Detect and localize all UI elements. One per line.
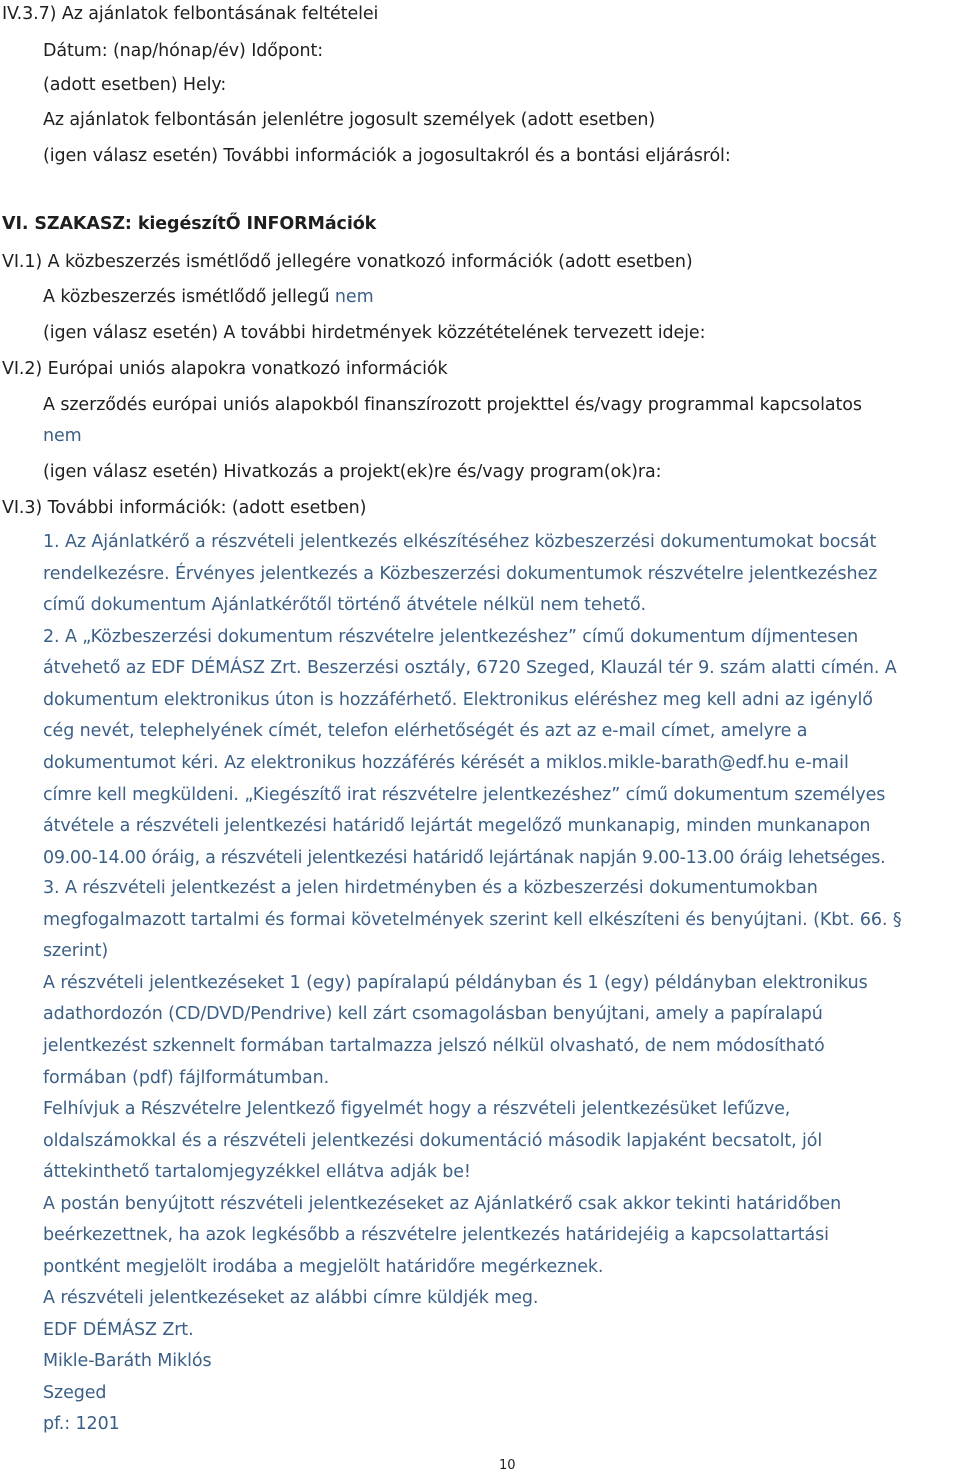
vi3-line: megfogalmazott tartalmi és formai követelmények szerint kell elkészíteni és benyújtani. (Kbt. 66. § [43,910,902,930]
vi3-line: dokumentum elektronikus úton is hozzáférhető. Elektronikus eléréshez meg kell adni az igénylő [43,690,873,710]
recurring-procurement-line [43,286,374,308]
vi3-line: formában (pdf) fájlformátumban. [43,1068,330,1088]
recurring-value: nem [334,287,374,307]
recurring-label: A közbeszerzés ismétlődő jellegű [43,287,335,307]
iv-3-7-heading: IV.3.7) Az ajánlatok felbontásának feltételei [2,4,379,24]
vi3-line: A postán benyújtott részvételi jelentkezéseket az Ajánlatkérő csak akkor tekinti határidőben [43,1194,842,1214]
vi3-line: cég nevét, telephelyének címét, telefon elérhetőségét és azt az e-mail címet, amelyre a [43,721,808,741]
vi3-line: Mikle-Baráth Miklós [43,1351,212,1371]
vi3-line: című dokumentum Ajánlatkérőtől történő átvétele nélkül nem tehető. [43,595,647,615]
vi3-line: adathordozón (CD/DVD/Pendrive) kell zárt csomagolásban benyújtani, amely a papíralapú [43,1004,823,1024]
section-vi-title: VI. SZAKASZ: kiegészítŐ INFORMációk [2,214,377,234]
vi3-line: 3. A részvételi jelentkezést a jelen hirdetményben és a közbeszerzési dokumentumokban [43,878,818,898]
vi3-line: EDF DÉMÁSZ Zrt. [43,1320,194,1340]
vi3-line: Szeged [43,1383,107,1403]
opening-date-time: Dátum: (nap/hónap/év) Időpont: [43,41,324,61]
vi3-line: 2. A „Közbeszerzési dokumentum részvételre jelentkezéshez” című dokumentum díjmentesen [43,627,859,647]
opening-further-info: (igen válasz esetén) További információk a jogosultakról és a bontási eljárásról: [43,146,731,166]
vi3-line: Felhívjuk a Részvételre Jelentkező figyelmét hogy a részvételi jelentkezésüket lefűzve, [43,1099,791,1119]
project-reference: (igen válasz esetén) Hivatkozás a projekt(ek)re és/vagy program(ok)ra: [43,462,662,482]
vi3-line: átvétele a részvételi jelentkezési határidő lejártát megelőző munkanapig, minden munkanapon [43,816,871,836]
eu-funds-value: nem [43,426,82,446]
vi3-line: oldalszámokkal és a részvételi jelentkezési dokumentáció második lapjaként becsatolt, jól [43,1131,823,1151]
vi3-line: átvehető az EDF DÉMÁSZ Zrt. Beszerzési osztály, 6720 Szeged, Klauzál tér 9. szám alatti címén. A [43,658,897,678]
vi3-line: szerint) [43,941,109,961]
vi2-heading: VI.2) Európai uniós alapokra vonatkozó információk [2,359,448,379]
vi3-line: A részvételi jelentkezéseket az alábbi címre küldjék meg. [43,1288,539,1308]
opening-persons: Az ajánlatok felbontásán jelenlétre jogosult személyek (adott esetben) [43,110,656,130]
vi3-line: 1. Az Ajánlatkérő a részvételi jelentkezés elkészítéséhez közbeszerzési dokumentumokat bocsát [43,532,877,552]
vi3-line: 09.00-14.00 óráig, a részvételi jelentkezési határidő lejártának napján 9.00-13.00 óráig lehetséges. [43,848,886,868]
vi1-heading: VI.1) A közbeszerzés ismétlődő jellegére vonatkozó információk (adott esetben) [2,252,693,272]
vi3-line: jelentkezést szkennelt formában tartalmazza jelszó nélkül olvasható, de nem módosítható [43,1036,825,1056]
vi3-line: pontként megjelölt irodába a megjelölt határidőre megérkeznek. [43,1257,604,1277]
eu-funds-label: A szerződés európai uniós alapokból finanszírozott projekttel és/vagy programmal kapcsolatos [43,395,862,415]
vi3-line: címre kell megküldeni. „Kiegészítő irat részvételre jelentkezéshez” című dokumentum személyes [43,785,886,805]
page-number: 10 [499,1458,516,1473]
vi3-line: A részvételi jelentkezéseket 1 (egy) papíralapú példányban és 1 (egy) példányban elektronikus [43,973,868,993]
vi3-line: pf.: 1201 [43,1414,120,1434]
vi3-line: beérkezettnek, ha azok legkésőbb a részvételre jelentkezés határidejéig a kapcsolattartási [43,1225,829,1245]
vi3-line: áttekinthető tartalomjegyzékkel ellátva adják be! [43,1162,471,1182]
opening-place: (adott esetben) Hely: [43,75,227,95]
vi3-line: dokumentumot kéri. Az elektronikus hozzáférés kérését a miklos.mikle-barath@edf.hu e-mail [43,753,849,773]
vi3-heading: VI.3) További információk: (adott esetben) [2,498,367,518]
vi3-line: rendelkezésre. Érvényes jelentkezés a Közbeszerzési dokumentumok részvételre jelentkezéshez [43,564,878,584]
further-notices: (igen válasz esetén) A további hirdetmények közzétételének tervezett ideje: [43,323,706,343]
